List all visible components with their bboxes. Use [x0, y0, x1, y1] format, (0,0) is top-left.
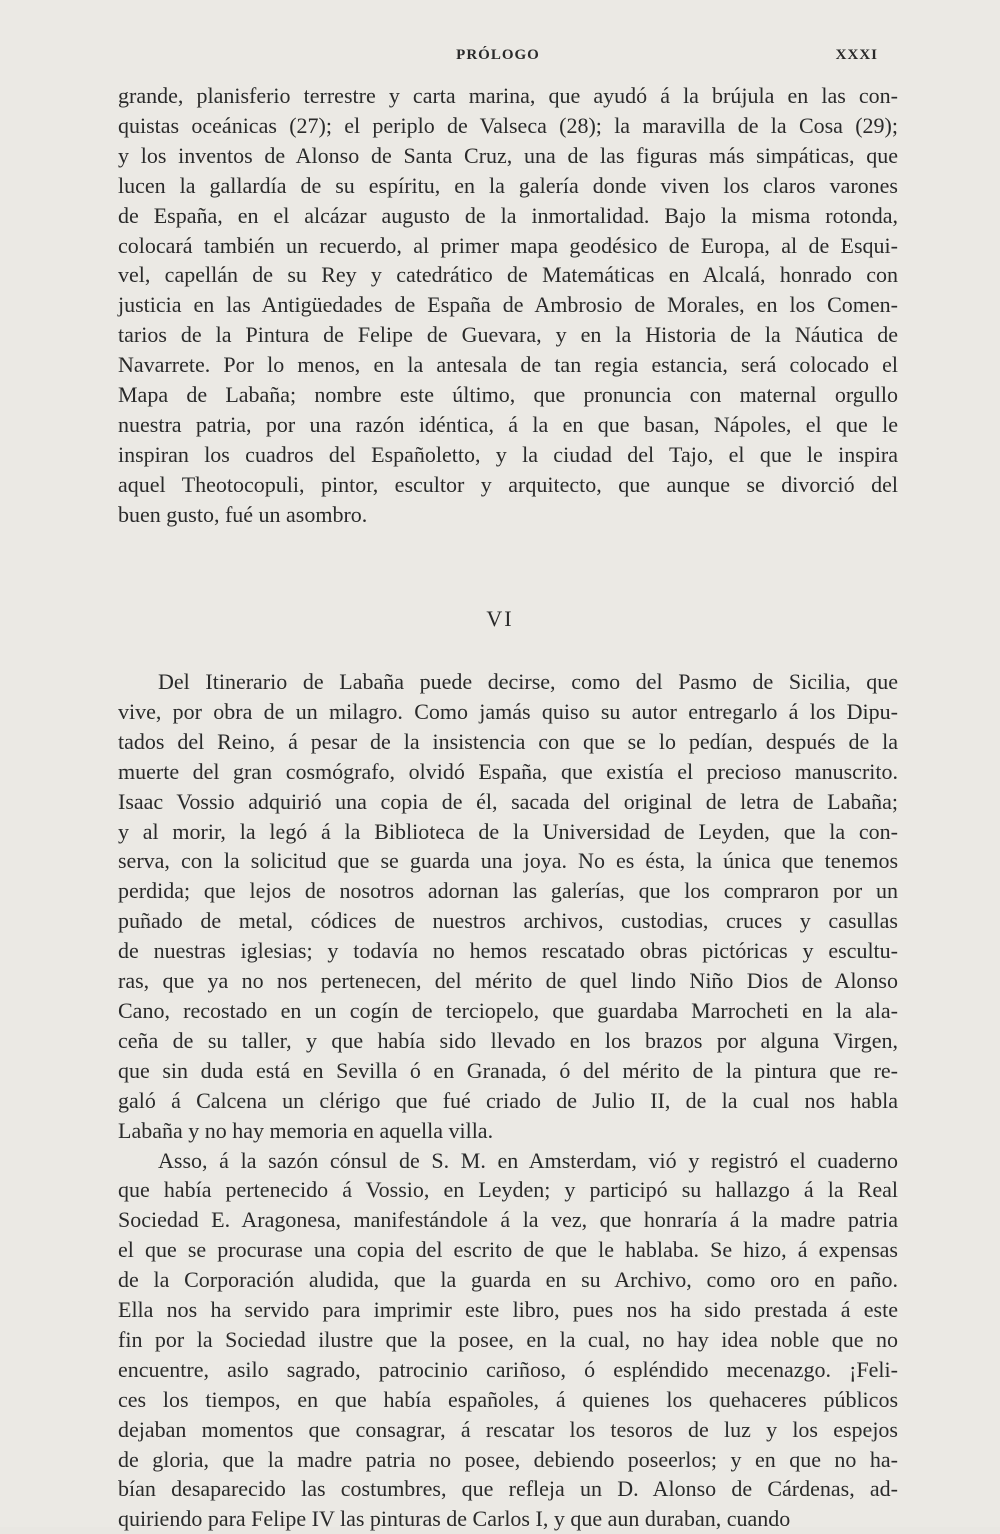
- text-line: vel, capellán de su Rey y catedrático de Matemáticas en Alcalá, honrado con: [118, 262, 898, 288]
- text-line: tarios de la Pintura de Felipe de Guevara, y en la Historia de la Náutica de: [118, 322, 898, 348]
- text-line: de la Corporación aludida, que la guarda en su Archivo, como oro en paño.: [118, 1267, 898, 1293]
- text-line: Ella nos ha servido para imprimir este libro, pues nos ha sido prestada á este: [118, 1297, 898, 1323]
- text-line: dejaban momentos que consagrar, á rescatar los tesoros de luz y los espejos: [118, 1416, 898, 1442]
- text-line: aquel Theotocopuli, pintor, escultor y arquitecto, que aunque se divorció del: [118, 471, 898, 497]
- text-line: serva, con la solicitud que se guarda una joya. No es ésta, la única que tenemos: [118, 848, 898, 874]
- text-line: el que se procurase una copia del escrito de que le hablaba. Se hizo, á expensas: [118, 1237, 898, 1263]
- text-line: que sin duda está en Sevilla ó en Granada, ó del mérito de la pintura que re-: [118, 1057, 898, 1083]
- text-line: galó á Calcena un clérigo que fué criado de Julio II, de la cual nos habla: [118, 1087, 898, 1113]
- text-line: tados del Reino, á pesar de la insistencia con que se lo pedían, después de la: [118, 728, 898, 754]
- text-line: nuestra patria, por una razón idéntica, á la en que basan, Nápoles, el que le: [118, 411, 898, 437]
- text-line: perdida; que lejos de nosotros adornan las galerías, que los compraron por un: [118, 878, 898, 904]
- text-line: Sociedad E. Aragonesa, manifestándole á la vez, que honraría á la madre patria: [118, 1207, 898, 1233]
- text-line: de gloria, que la madre patria no posee, debiendo poseerlos; y en que no ha-: [118, 1446, 898, 1472]
- text-line: justicia en las Antigüedades de España de Ambrosio de Morales, en los Comen-: [118, 292, 898, 318]
- text-line: buen gusto, fué un asombro.: [118, 501, 368, 527]
- text-line: que había pertenecido á Vossio, en Leyden; y participó su hallazgo á la Real: [118, 1177, 898, 1203]
- text-line: lucen la gallardía de su espíritu, en la galería donde viven los claros varones: [118, 172, 898, 198]
- text-line: grande, planisferio terrestre y carta marina, que ayudó á la brújula en las con-: [118, 83, 898, 108]
- text-line: ces los tiempos, en que había españoles, á quienes los quehaceres públicos: [118, 1386, 898, 1412]
- text-line: bían desaparecido las costumbres, que refleja un D. Alonso de Cárdenas, ad-: [118, 1476, 898, 1502]
- text-line: fin por la Sociedad ilustre que la posee, en la cual, no hay idea noble que no: [118, 1326, 898, 1352]
- text-line: Labaña y no hay memoria en aquella villa.: [118, 1117, 494, 1143]
- running-header: [118, 47, 878, 71]
- text-line: de España, en el alcázar augusto de la inmortalidad. Bajo la misma rotonda,: [118, 202, 898, 228]
- page-number: XXXI: [835, 47, 878, 63]
- text-line: de nuestras iglesias; y todavía no hemos rescatado obras pictóricas y escultu-: [118, 938, 898, 964]
- text-line: Mapa de Labaña; nombre este último, que pronuncia con maternal orgullo: [118, 382, 898, 408]
- text-line: Del Itinerario de Labaña puede decirse, como del Pasmo de Sicilia, que: [158, 669, 898, 694]
- text-line: ceña de su taller, y que había sido llevado en los brazos por alguna Virgen,: [118, 1027, 898, 1053]
- header-title: PRÓLOGO: [456, 47, 540, 63]
- text-line: muerte del gran cosmógrafo, olvidó España, que existía el precioso manuscrito.: [118, 758, 898, 784]
- text-line: vive, por obra de un milagro. Como jamás quiso su autor entregarlo á los Dipu-: [118, 698, 898, 724]
- text-line: inspiran los cuadros del Españoletto, y la ciudad del Tajo, el que le inspira: [118, 441, 898, 467]
- text-line: y los inventos de Alonso de Santa Cruz, una de las figuras más simpáticas, que: [118, 142, 898, 168]
- paragraph-block-2: [118, 667, 898, 1534]
- text-line: quistas oceánicas (27); el periplo de Valseca (28); la maravilla de la Cosa (29);: [118, 112, 898, 138]
- text-line: Navarrete. Por lo menos, en la antesala de tan regia estancia, será colocado el: [118, 352, 898, 378]
- text-line: ras, que ya no nos pertenecen, del mérito de quel lindo Niño Dios de Alonso: [118, 968, 898, 994]
- text-line: y al morir, la legó á la Biblioteca de la Universidad de Leyden, que la con-: [118, 818, 898, 844]
- text-line: Asso, á la sazón cónsul de S. M. en Amsterdam, vió y registró el cuaderno: [158, 1147, 898, 1173]
- text-line: colocará también un recuerdo, al primer mapa geodésico de Europa, al de Esqui-: [118, 232, 898, 258]
- text-line: puñado de metal, códices de nuestros archivos, custodias, cruces y casullas: [118, 908, 898, 934]
- text-line: encuentre, asilo sagrado, patrocinio cariñoso, ó espléndido mecenazgo. ¡Feli-: [118, 1356, 898, 1382]
- text-line: quiriendo para Felipe IV las pinturas de Carlos I, y que aun duraban, cuando: [118, 1506, 791, 1532]
- paragraph-block-1: [118, 81, 898, 530]
- text-line: Isaac Vossio adquirió una copia de él, sacada del original de letra de Labaña;: [118, 788, 898, 814]
- section-heading: VI: [486, 606, 514, 631]
- text-line: Cano, recostado en un cogín de terciopelo, que guardaba Marrocheti en la ala-: [118, 997, 898, 1023]
